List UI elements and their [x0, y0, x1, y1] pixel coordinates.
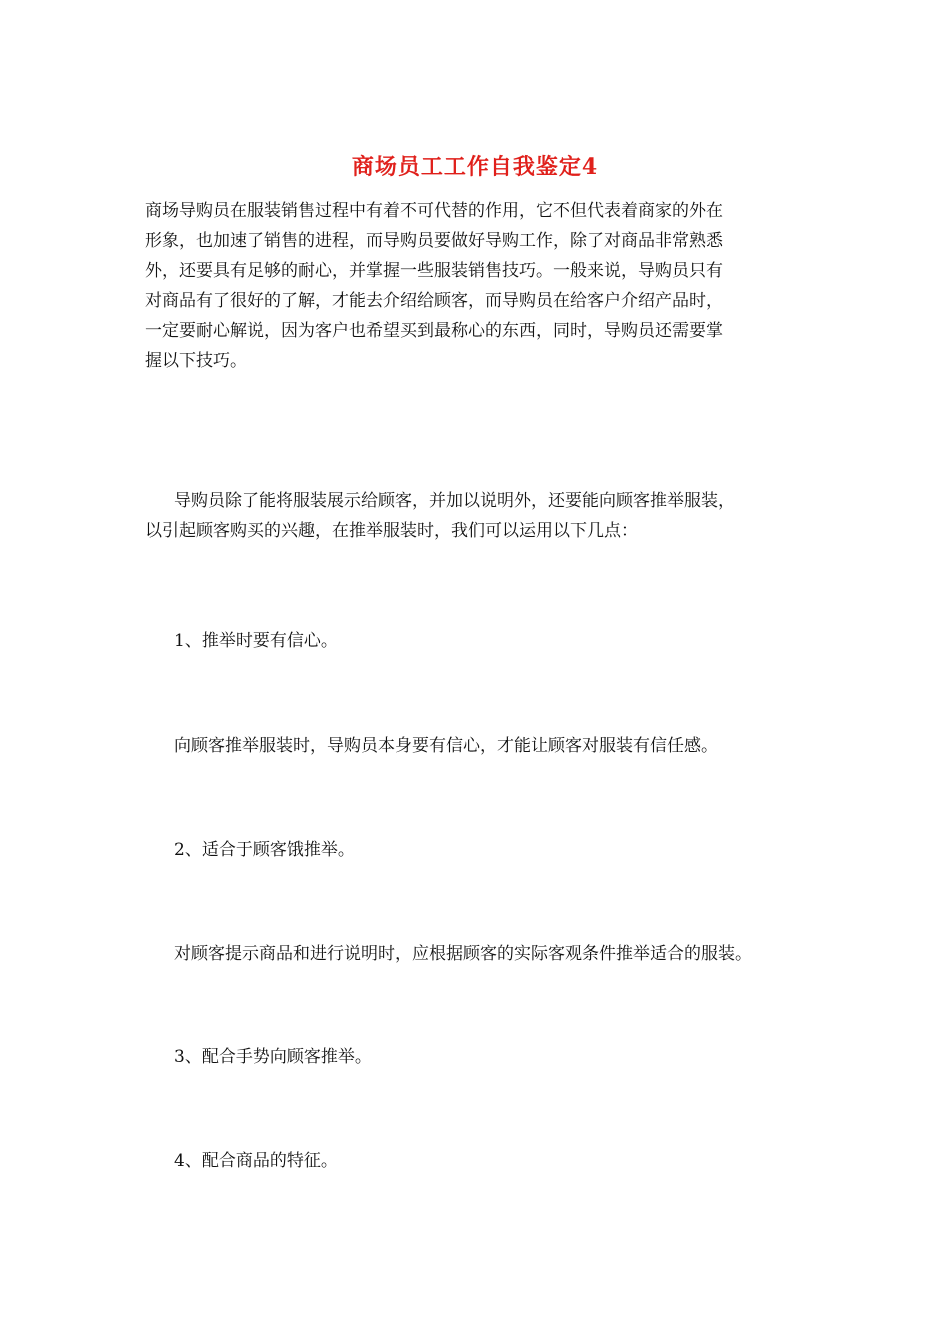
- document-title: 商场员工工作自我鉴定4: [351, 154, 599, 180]
- intro-line: 握以下技巧。: [145, 351, 247, 371]
- recommend-line: 导购员除了能将服装展示给顾客，并加以说明外，还要能向顾客推举服装，: [174, 491, 735, 511]
- intro-line: 形象，也加速了销售的进程，而导购员要做好导购工作，除了对商品非常熟悉: [145, 231, 723, 251]
- point-2-text: 对顾客提示商品和进行说明时，应根据顾客的实际客观条件推举适合的服装。: [174, 944, 752, 964]
- recommend-line: 以引起顾客购买的兴趣，在推举服装时，我们可以运用以下几点：: [145, 521, 638, 541]
- intro-line: 外，还要具有足够的耐心，并掌握一些服装销售技巧。一般来说，导购员只有: [145, 261, 723, 281]
- point-1-text: 向顾客推举服装时，导购员本身要有信心，才能让顾客对服装有信任感。: [174, 736, 718, 756]
- intro-line: 一定要耐心解说，因为客户也希望买到最称心的东西，同时，导购员还需要掌: [145, 321, 723, 341]
- intro-line: 对商品有了很好的了解，才能去介绍给顾客，而导购员在给客户介绍产品时，: [145, 291, 723, 311]
- intro-paragraph: [145, 196, 810, 376]
- point-3-heading: 3、配合手势向顾客推举。: [174, 1047, 372, 1067]
- recommend-paragraph: [145, 486, 735, 546]
- intro-line: 商场导购员在服装销售过程中有着不可代替的作用，它不但代表着商家的外在: [145, 201, 723, 221]
- point-1-heading: 1、推举时要有信心。: [174, 631, 338, 651]
- point-4-heading: 4、配合商品的特征。: [174, 1151, 338, 1171]
- point-2-heading: 2、适合于顾客饿推举。: [174, 840, 355, 860]
